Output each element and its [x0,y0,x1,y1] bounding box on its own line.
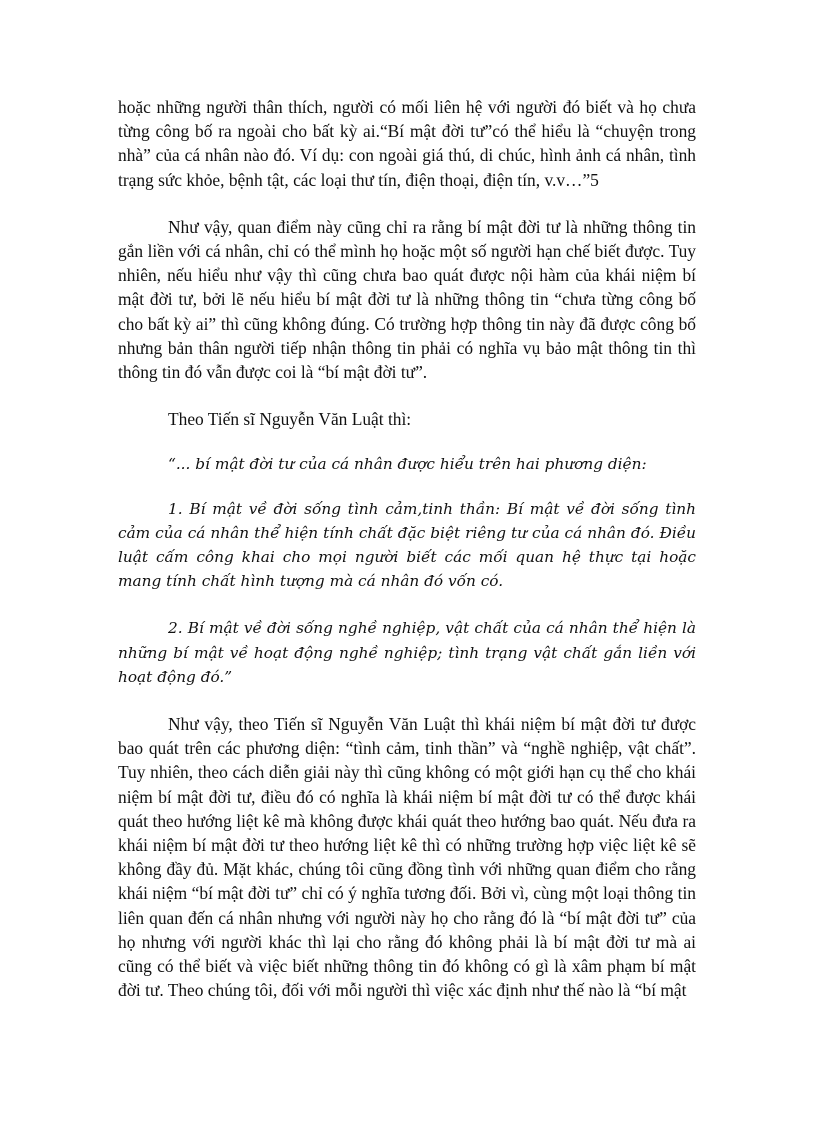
document-page [118,95,696,1026]
quote-item-1: 1. Bí mật về đời sống tình cảm,tinh thần: Bí mật về đời sống tình cảm của cá nhân thể hiện tính chất đặc biệt riêng tư của cá nhân đó. Điều luật cấm công khai cho mọi người biết các mối quan hệ thực tại hoặc mang tính chất hình tượng mà cá nhân đó vốn có. [118,499,696,591]
paragraph-quote-intro: Theo Tiến sĩ Nguyễn Văn Luật thì: [168,409,412,430]
paragraph-conclusion: Như vậy, theo Tiến sĩ Nguyễn Văn Luật thì khái niệm bí mật đời tư được bao quát trên các phương diện: “tình cảm, tinh thần” và “nghề nghiệp, vật chất”. Tuy nhiên, theo cách diễn giải này thì cũng không có một giới hạn cụ thể cho khái niệm bí mật đời tư, điều đó có nghĩa là khái niệm bí mật đời tư có thể được khái quát theo hướng liệt kê mà không được khái quát theo hướng bao quát. Nếu đưa ra khái niệm bí mật đời tư theo hướng liệt kê thì có những trường hợp việc liệt kê sẽ không đầy đủ. Mặt khác, chúng tôi cũng đồng tình với những quan điểm cho rằng khái niệm “bí mật đời tư” chỉ có ý nghĩa tương đối. Bởi vì, cùng một loại thông tin liên quan đến cá nhân nhưng với người này họ cho rằng đó là “bí mật đời tư” của họ nhưng với người khác thì lại cho rằng đó không phải là bí mật đời tư mà ai cũng có thể biết và việc biết những thông tin đó không có gì là xâm phạm bí mật đời tư. Theo chúng tôi, đối với mỗi người thì việc xác định như thế nào là “bí mật [118,714,696,1001]
paragraph-continuation: hoặc những người thân thích, người có mối liên hệ với người đó biết và họ chưa từng công bố ra ngoài cho bất kỳ ai.“Bí mật đời tư”có thể hiểu là “chuyện trong nhà” của cá nhân nào đó. Ví dụ: con ngoài giá thú, di chúc, hình ảnh cá nhân, tình trạng sức khỏe, bệnh tật, các loại thư tín, điện thoại, điện tín, v.v…”5 [118,97,696,190]
quote-item-2: 2. Bí mật về đời sống nghề nghiệp, vật chất của cá nhân thể hiện là những bí mật về hoạt động nghề nghiệp; tình trạng vật chất gắn liền với hoạt động đó.” [118,619,696,686]
quote-opening: “... bí mật đời tư của cá nhân được hiểu trên hai phương diện: [168,455,647,474]
paragraph-analysis: Như vậy, quan điểm này cũng chỉ ra rằng bí mật đời tư là những thông tin gắn liền với cá nhân, chỉ có thể mình họ hoặc một số người hạn chế biết được. Tuy nhiên, nếu hiểu như vậy thì cũng chưa bao quát được nội hàm của khái niệm bí mật đời tư, bởi lẽ nếu hiểu bí mật đời tư là những thông tin “chưa từng công bố cho bất kỳ ai” thì cũng không đúng. Có trường hợp thông tin này đã được công bố nhưng bản thân người tiếp nhận thông tin phải có nghĩa vụ bảo mật thông tin thì thông tin đó vẫn được coi là “bí mật đời tư”. [118,216,696,383]
